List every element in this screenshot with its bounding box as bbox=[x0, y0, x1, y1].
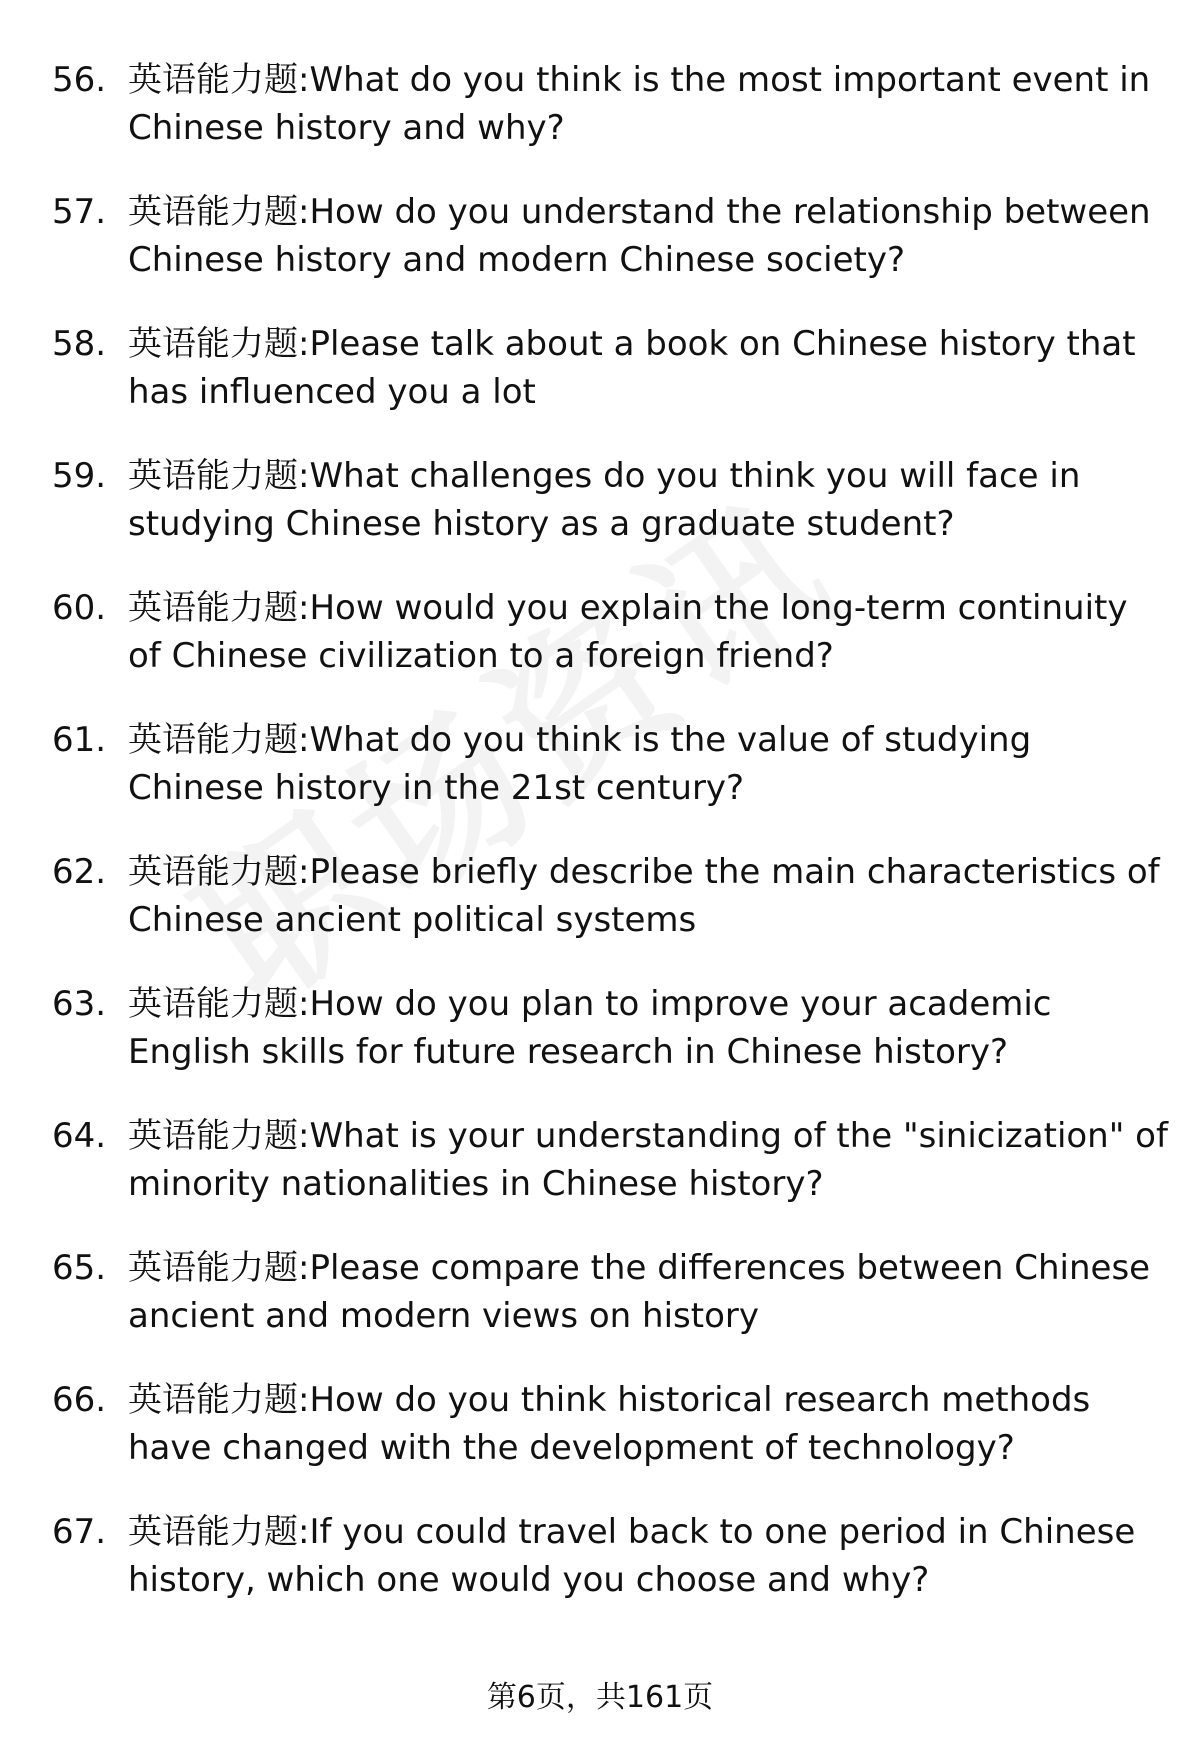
question-number: 56. bbox=[52, 60, 107, 100]
question-number: 58. bbox=[52, 324, 107, 364]
page-number-label: 第6页，共161页 bbox=[486, 1680, 714, 1715]
question-body bbox=[128, 980, 1168, 1076]
question-tag: 英语能力题: bbox=[128, 588, 310, 628]
question-tag: 英语能力题: bbox=[128, 192, 310, 232]
question-number: 66. bbox=[52, 1380, 107, 1420]
question-text: How would you explain the long-term continuity of Chinese civilization to a foreign friend? bbox=[128, 588, 1128, 676]
question-list bbox=[0, 56, 1200, 1640]
question-body bbox=[128, 1112, 1168, 1208]
question-tag: 英语能力题: bbox=[128, 456, 310, 496]
question-item bbox=[0, 188, 1200, 320]
question-number: 57. bbox=[52, 192, 107, 232]
question-item bbox=[0, 1112, 1200, 1244]
question-body bbox=[128, 1508, 1168, 1604]
question-number: 62. bbox=[52, 852, 107, 892]
question-text: How do you think historical research methods have changed with the development of technology? bbox=[128, 1380, 1091, 1468]
question-number: 60. bbox=[52, 588, 107, 628]
question-text: How do you plan to improve your academic English skills for future research in Chinese history? bbox=[128, 984, 1052, 1072]
question-tag: 英语能力题: bbox=[128, 1380, 310, 1420]
question-text: What is your understanding of the "sinicization" of minority nationalities in Chinese history? bbox=[128, 1116, 1168, 1204]
question-tag: 英语能力题: bbox=[128, 1512, 310, 1552]
question-tag: 英语能力题: bbox=[128, 60, 310, 100]
question-body bbox=[128, 716, 1168, 812]
question-tag: 英语能力题: bbox=[128, 1116, 310, 1156]
question-number: 65. bbox=[52, 1248, 107, 1288]
question-tag: 英语能力题: bbox=[128, 1248, 310, 1288]
question-item bbox=[0, 320, 1200, 452]
question-text: What do you think is the most important event in Chinese history and why? bbox=[128, 60, 1151, 148]
question-text: What challenges do you think you will face in studying Chinese history as a graduate student? bbox=[128, 456, 1081, 544]
question-text: Please briefly describe the main characteristics of Chinese ancient political systems bbox=[128, 852, 1160, 940]
question-text: Please compare the differences between Chinese ancient and modern views on history bbox=[128, 1248, 1151, 1336]
question-number: 59. bbox=[52, 456, 107, 496]
page-footer bbox=[0, 1678, 1200, 1718]
question-item bbox=[0, 584, 1200, 716]
question-item bbox=[0, 980, 1200, 1112]
question-tag: 英语能力题: bbox=[128, 852, 310, 892]
question-text: Please talk about a book on Chinese history that has influenced you a lot bbox=[128, 324, 1136, 412]
question-body bbox=[128, 188, 1168, 284]
question-text: If you could travel back to one period in Chinese history, which one would you choose and why? bbox=[128, 1512, 1136, 1600]
question-item bbox=[0, 716, 1200, 848]
question-number: 67. bbox=[52, 1512, 107, 1552]
question-item bbox=[0, 1508, 1200, 1640]
question-body bbox=[128, 1376, 1168, 1472]
question-number: 61. bbox=[52, 720, 107, 760]
question-body bbox=[128, 452, 1168, 548]
question-item bbox=[0, 1376, 1200, 1508]
question-text: How do you understand the relationship between Chinese history and modern Chinese society? bbox=[128, 192, 1151, 280]
question-item bbox=[0, 848, 1200, 980]
question-body bbox=[128, 584, 1168, 680]
question-item bbox=[0, 452, 1200, 584]
question-body bbox=[128, 56, 1168, 152]
question-number: 63. bbox=[52, 984, 107, 1024]
question-tag: 英语能力题: bbox=[128, 984, 310, 1024]
question-number: 64. bbox=[52, 1116, 107, 1156]
question-body bbox=[128, 848, 1168, 944]
question-item bbox=[0, 56, 1200, 188]
question-body bbox=[128, 320, 1168, 416]
question-text: What do you think is the value of studying Chinese history in the 21st century? bbox=[128, 720, 1032, 808]
question-item bbox=[0, 1244, 1200, 1376]
question-body bbox=[128, 1244, 1168, 1340]
question-tag: 英语能力题: bbox=[128, 324, 310, 364]
question-tag: 英语能力题: bbox=[128, 720, 310, 760]
